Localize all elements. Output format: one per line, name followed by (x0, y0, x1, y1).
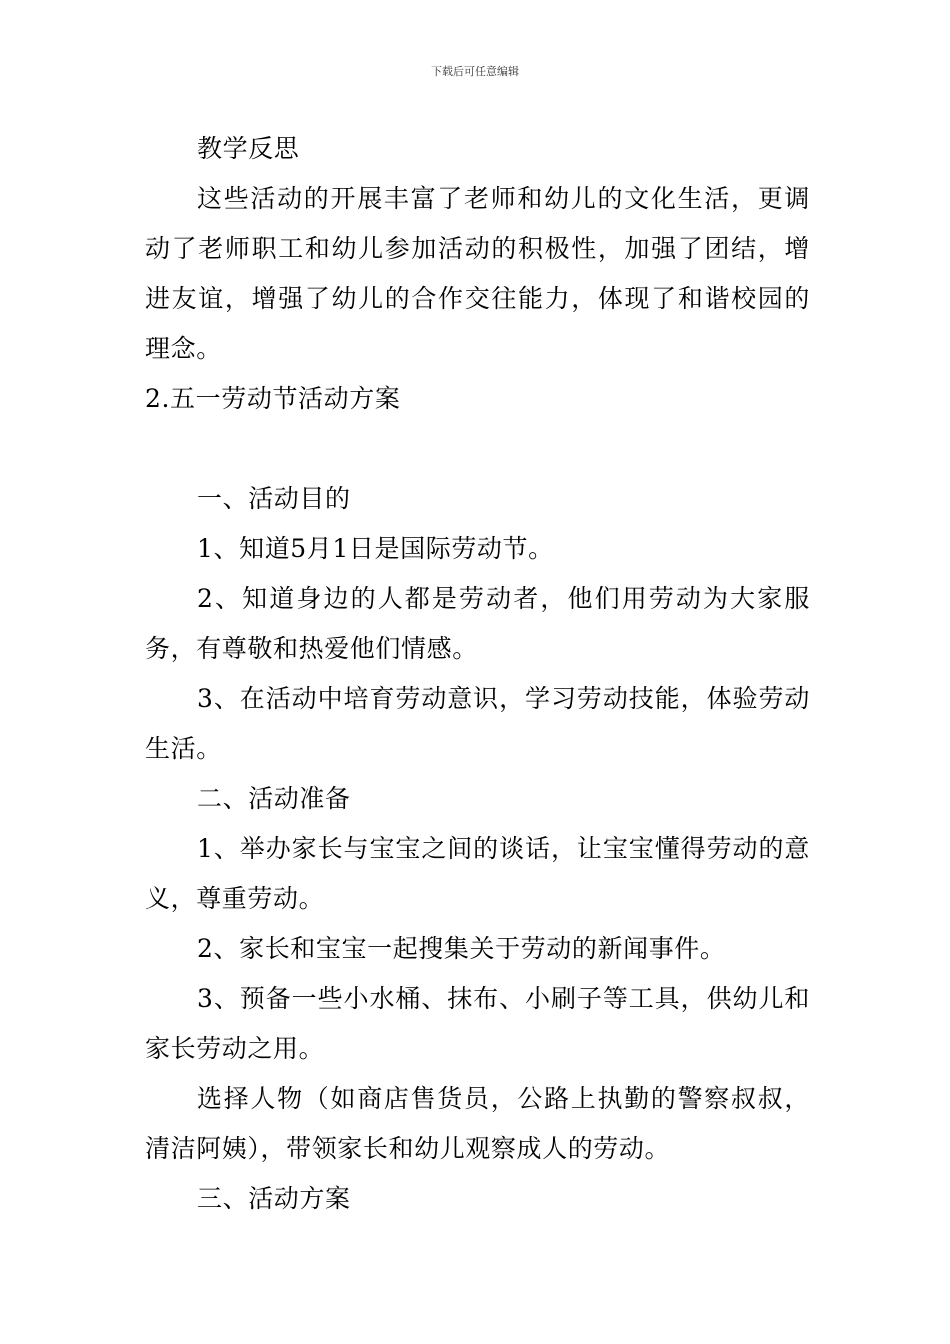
list-item-purpose-3: 3、在活动中培育劳动意识，学习劳动技能，体验劳动生活。 (145, 684, 810, 763)
list-item-purpose-2: 2、知道身边的人都是劳动者，他们用劳动为大家服务，有尊敬和热爱他们情感。 (145, 584, 810, 663)
blank-line (145, 424, 810, 474)
section-heading-preparation: 二、活动准备 (197, 784, 351, 813)
section-heading-purpose: 一、活动目的 (197, 484, 351, 513)
section-heading-plan: 三、活动方案 (197, 1184, 351, 1213)
paragraph-reflection: 这些活动的开展丰富了老师和幼儿的文化生活，更调动了老师职工和幼儿参加活动的积极性，加强了团结，增进友谊，增强了幼儿的合作交往能力，体现了和谐校园的理念。 (145, 184, 810, 363)
page-header: 下载后可任意编辑 (431, 65, 519, 78)
list-item-purpose-1: 1、知道5月1日是国际劳动节。 (197, 534, 554, 563)
document-title: 2.五一劳动节活动方案 (145, 384, 401, 413)
paragraph-observation: 选择人物（如商店售货员，公路上执勤的警察叔叔，清洁阿姨），带领家长和幼儿观察成人的劳动。 (145, 1084, 810, 1163)
list-item-preparation-3: 3、预备一些小水桶、抹布、小刷子等工具，供幼儿和家长劳动之用。 (145, 984, 810, 1063)
list-item-preparation-1: 1、举办家长与宝宝之间的谈话，让宝宝懂得劳动的意义，尊重劳动。 (145, 834, 810, 913)
section-heading-reflection: 教学反思 (197, 134, 300, 163)
list-item-preparation-2: 2、家长和宝宝一起搜集关于劳动的新闻事件。 (197, 934, 726, 963)
document-body (145, 124, 810, 1224)
